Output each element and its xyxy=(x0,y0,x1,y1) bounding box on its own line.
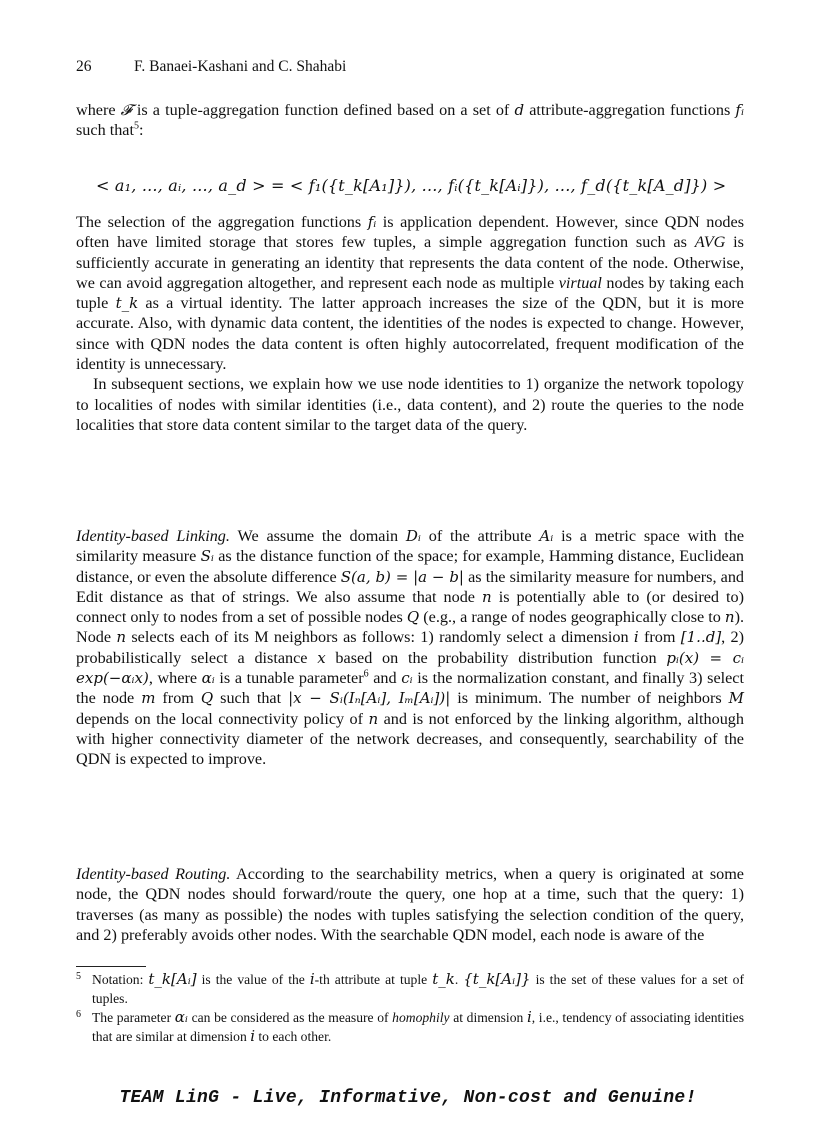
footnote-mark: 5 xyxy=(76,971,81,982)
running-title: F. Banaei-Kashani and C. Shahabi xyxy=(134,58,347,75)
main-text xyxy=(76,212,744,435)
identity-based-linking-section: Identity-based Linking. We assume the domain Dᵢ of the attribute Aᵢ is a metric space with the similarity measure Sᵢ as the distance function of the space; for example, Hamming distance, Euclidean distance, or even the absolute difference S(a, b) = |a − b| as the similarity measure for numbers, and Edit distance as that of strings. We also assume that node n is potentially able to (or desired to) connect only to nodes from a set of possible nodes Q (e.g., a range of nodes geographically close to n). Node n selects each of its M neighbors as follows: 1) randomly select a dimension i from [1..d], 2) probabilistically select a distance x based on the probability distribution function pᵢ(x) = cᵢ exp(−αᵢx), where αᵢ is a tunable parameter$^6$ and cᵢ is the normalization constant, and finally 3) select the node m from Q such that |x − Sᵢ(Iₙ[Aᵢ], Iₘ[Aᵢ])| is minimum. The number of neighbors M depends on the local connectivity policy of n and is not enforced by the linking algorithm, although with higher connectivity diameter of the network decreases, and consequently, searchability of the QDN is expected to improve. xyxy=(76,527,745,769)
footnote-6: 6 The parameter αᵢ can be considered as the measure of homophily at dimension i, i.e., tendency of associating identities that are similar at dimension i to each other. xyxy=(76,1008,744,1046)
intro-paragraph: where 𝓕 is a tuple-aggregation function defined based on a set of d attribute-aggregation functions fᵢ such that$^5$: xyxy=(76,101,744,140)
footnote-5: 5 Notation: t_k[Aᵢ] is the value of the i-th attribute at tuple t_k. {t_k[Aᵢ]} is the set of these values for a set of tuples. xyxy=(76,970,744,1008)
section-heading-routing: Identity-based Routing. xyxy=(76,865,231,883)
paragraph-subsequent-sections: In subsequent sections, we explain how we use node identities to 1) organize the network topology to localities of nodes with similar identities (i.e., data content), and 2) route the queries to the node localities that store data content similar to the target data of the query. xyxy=(76,375,744,434)
aggregation-equation: < a₁, ..., aᵢ, ..., a_d > = < f₁({t_k[A₁]}), ..., fᵢ({t_k[Aᵢ]}), ..., f_d({t_k[A_d]}) > xyxy=(96,176,727,195)
team-ling-banner: TEAM LinG - Live, Informative, Non-cost and Genuine! xyxy=(119,1088,697,1108)
footnote-ref-6[interactable]: 6 xyxy=(363,668,369,680)
math-inline: d xyxy=(514,101,525,119)
footnotes xyxy=(76,970,744,1046)
footnote-divider xyxy=(76,966,146,967)
running-header xyxy=(76,58,346,76)
math-inline: fᵢ xyxy=(735,101,744,119)
footnote-ref-5[interactable]: 5 xyxy=(134,120,139,132)
footnote-mark: 6 xyxy=(76,1009,81,1020)
section-heading-linking: Identity-based Linking. xyxy=(76,527,230,545)
math-inline: 𝓕 xyxy=(120,101,132,119)
paragraph-aggregation: The selection of the aggregation functions fᵢ is application dependent. However, since QDN nodes often have limited storage that stores few tuples, a simple aggregation function such as AVG is sufficiently accurate in generating an identity that represents the data content of the node. Otherwise, we can avoid aggregation altogether, and represent each node as multiple virtual nodes by taking each tuple t_k as a virtual identity. The latter approach increases the size of the QDN, but it is more accurate. Also, with dynamic data content, the identities of the nodes is expected to change. However, since with QDN nodes the data content is often highly autocorrelated, frequent modification of the identity is unnecessary. xyxy=(76,213,745,374)
identity-based-routing-section: Identity-based Routing. According to the searchability metrics, when a query is originated at some node, the QDN nodes should forward/route the query, one hop at a time, such that the query: 1) traverses (as many as possible) the nodes with tuples satisfying the selection condition of the query, and 2) preferably avoids other nodes. With the searchable QDN model, each node is aware of the xyxy=(76,865,744,944)
page-number: 26 xyxy=(76,58,92,75)
